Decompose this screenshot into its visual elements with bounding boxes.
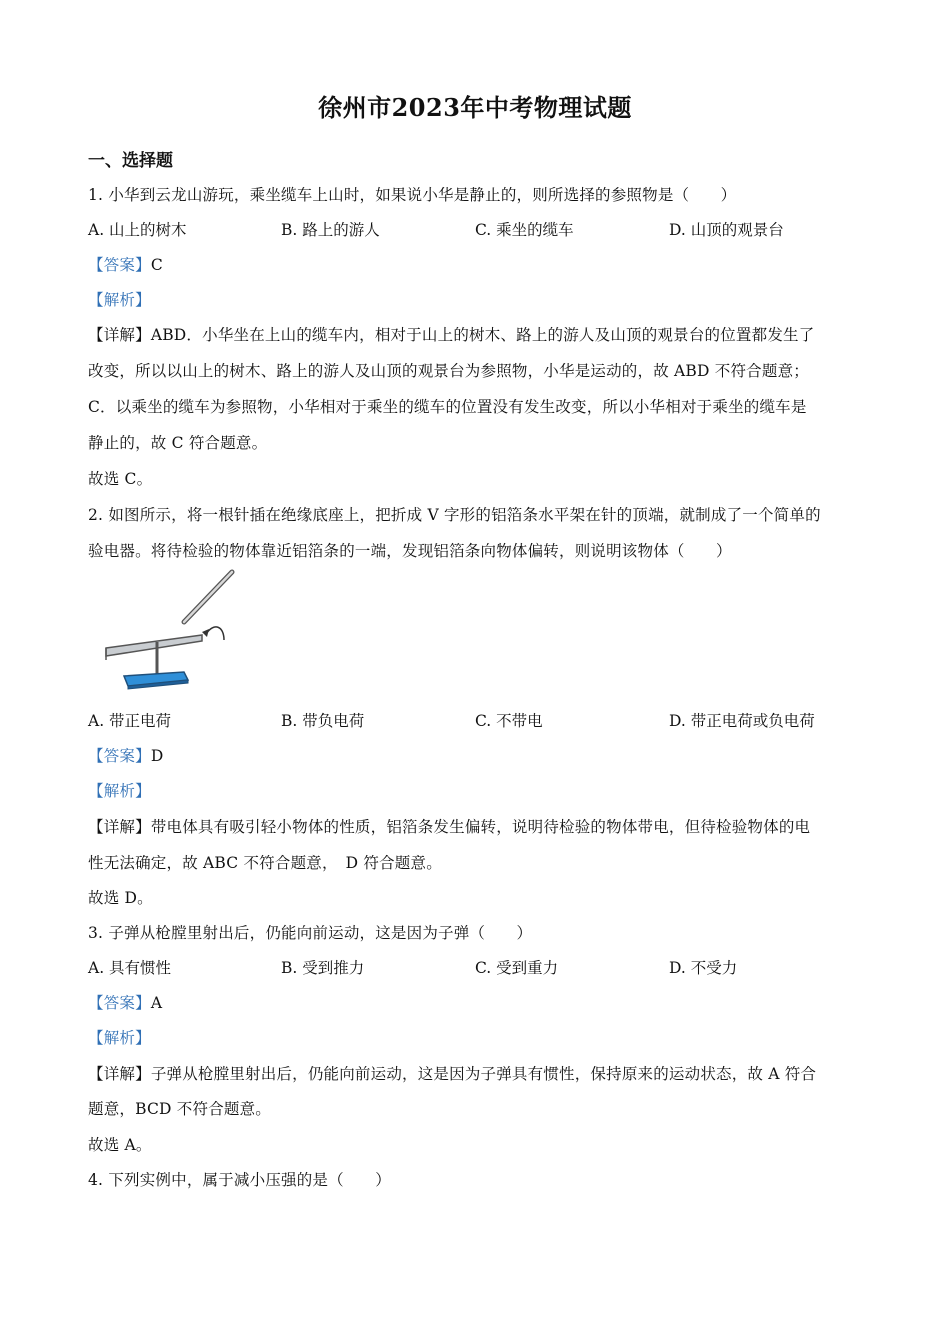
q1-detail-line-4: 静止的，故 C 符合题意。	[88, 434, 268, 452]
section-heading: 一、选择题	[88, 151, 173, 171]
answer-value: A	[150, 994, 163, 1012]
q1-option-b: B. 路上的游人	[281, 221, 380, 239]
q1-conclusion: 故选 C。	[88, 470, 153, 488]
q2-conclusion: 故选 D。	[88, 889, 153, 907]
q2-option-b: B. 带负电荷	[281, 712, 365, 730]
answer-value: D	[150, 747, 164, 765]
q2-stem-line-1: 2. 如图所示，将一根针插在绝缘底座上，把折成 V 字形的铝箔条水平架在针的顶端，就制成了一个简单的	[88, 506, 821, 524]
electroscope-figure	[98, 568, 248, 693]
q1-option-a: A. 山上的树木	[88, 221, 187, 239]
detail-tag: 【详解】	[88, 1065, 151, 1083]
q3-option-c: C. 受到重力	[475, 959, 559, 977]
q2-option-c: C. 不带电	[475, 712, 543, 730]
q2-answer	[88, 744, 863, 766]
q3-answer	[88, 991, 863, 1013]
page-title: 徐州市2023年中考物理试题	[318, 93, 632, 122]
charged-rod-highlight	[184, 572, 232, 622]
q3-option-b: B. 受到推力	[281, 959, 365, 977]
detail-text: ABD．小华坐在上山的缆车内，相对于山上的树木、路上的游人及山顶的观景台的位置都发生了	[150, 326, 815, 344]
foil-strip	[106, 635, 202, 656]
q2-detail-line-1	[88, 815, 863, 837]
detail-text: 子弹从枪膛里射出后，仍能向前运动，这是因为子弹具有惯性，保持原来的运动状态，故 A 符合	[150, 1065, 817, 1083]
q2-option-a: A. 带正电荷	[88, 712, 172, 730]
answer-tag: 【答案】	[88, 256, 151, 274]
answer-value: C	[150, 256, 163, 274]
q1-stem: 1. 小华到云龙山游玩，乘坐缆车上山时，如果说小华是静止的，则所选择的参照物是（ ）	[88, 186, 737, 204]
q1-option-d: D. 山顶的观景台	[669, 221, 784, 239]
q3-conclusion: 故选 A。	[88, 1136, 152, 1154]
q2-stem-line-2: 验电器。将待检验的物体靠近铝箔条的一端，发现铝箔条向物体偏转，则说明该物体（ ）	[88, 542, 732, 560]
q1-detail-line-1	[88, 323, 863, 345]
q1-detail-line-3: C．以乘坐的缆车为参照物，小华相对于乘坐的缆车的位置没有发生改变，所以小华相对于乘坐的缆车是	[88, 398, 807, 416]
q1-analysis-tag: 【解析】	[88, 291, 151, 309]
deflection-arrow-icon	[206, 627, 224, 640]
answer-tag: 【答案】	[88, 747, 151, 765]
q3-stem: 3. 子弹从枪膛里射出后，仍能向前运动，这是因为子弹（ ）	[88, 924, 533, 942]
q3-option-a: A. 具有惯性	[88, 959, 172, 977]
q2-option-d: D. 带正电荷或负电荷	[669, 712, 815, 730]
q1-option-c: C. 乘坐的缆车	[475, 221, 574, 239]
answer-tag: 【答案】	[88, 994, 151, 1012]
detail-tag: 【详解】	[88, 326, 151, 344]
arrow-head-icon	[202, 629, 209, 637]
q2-detail-line-2: 性无法确定，故 ABC 不符合题意， D 符合题意。	[88, 854, 442, 872]
q3-option-d: D. 不受力	[669, 959, 738, 977]
q3-detail-line-2: 题意，BCD 不符合题意。	[88, 1100, 271, 1118]
detail-tag: 【详解】	[88, 818, 151, 836]
q2-analysis-tag: 【解析】	[88, 782, 151, 800]
q1-detail-line-2: 改变，所以以山上的树木、路上的游人及山顶的观景台为参照物，小华是运动的，故 ABD 不符合题意；	[88, 362, 809, 380]
q3-analysis-tag: 【解析】	[88, 1029, 151, 1047]
q4-stem: 4. 下列实例中，属于减小压强的是（ ）	[88, 1171, 391, 1189]
q1-answer	[88, 253, 863, 275]
detail-text: 带电体具有吸引轻小物体的性质，铝箔条发生偏转，说明待检验的物体带电，但待检验物体的电	[150, 818, 811, 836]
q3-detail-line-1	[88, 1062, 863, 1084]
